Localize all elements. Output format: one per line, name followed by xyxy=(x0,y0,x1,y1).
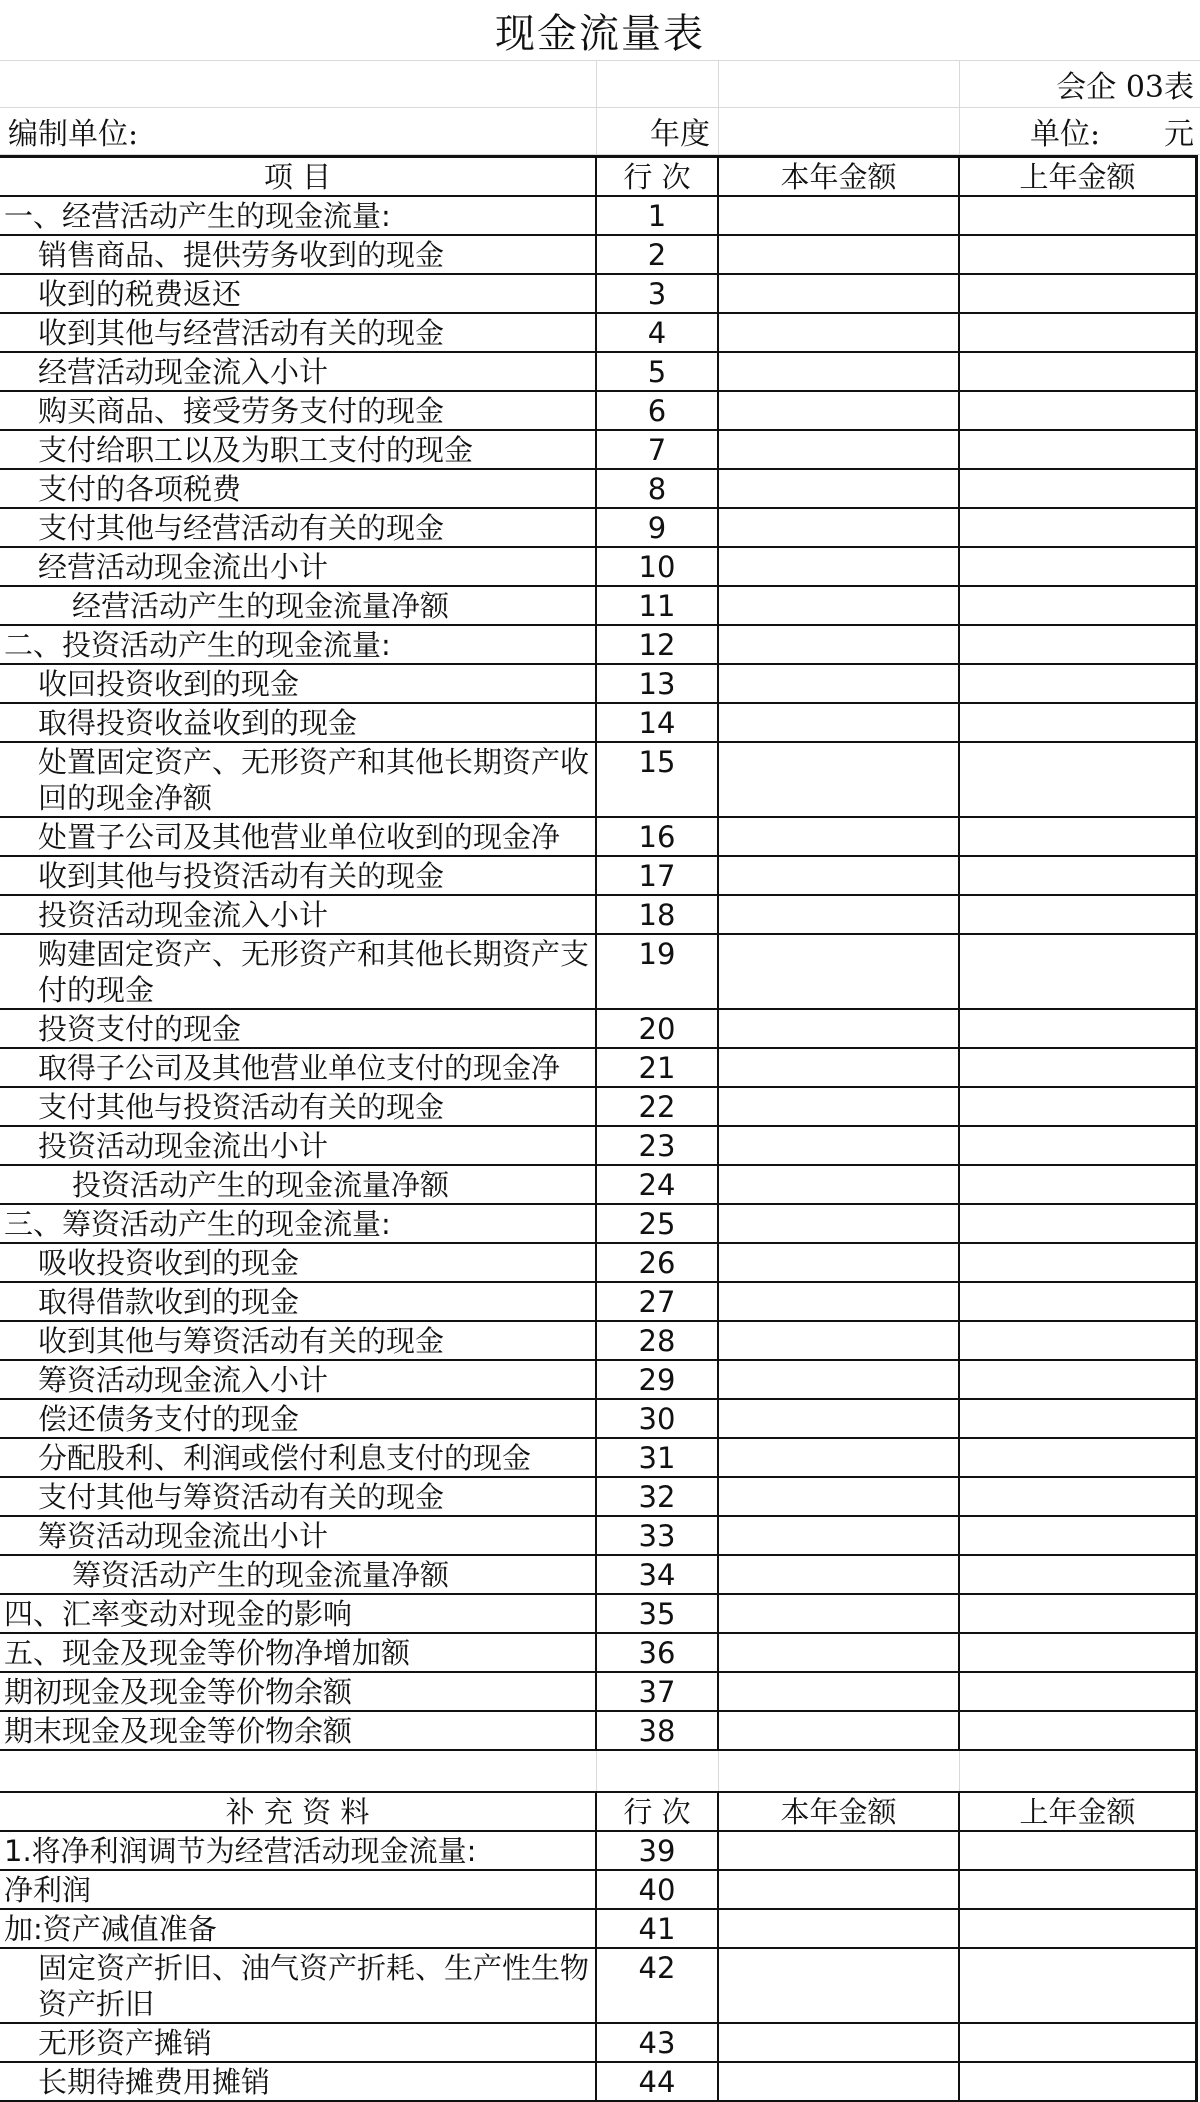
row-line-number: 29 xyxy=(597,1361,719,1398)
prior-year-amount-cell[interactable] xyxy=(960,1049,1198,1086)
row-item-label: 支付给职工以及为职工支付的现金 xyxy=(0,431,597,468)
row-line-number: 28 xyxy=(597,1322,719,1359)
prior-year-amount-cell[interactable] xyxy=(960,1556,1198,1593)
prior-year-amount-cell[interactable] xyxy=(960,1910,1198,1947)
prior-year-amount-cell[interactable] xyxy=(960,857,1198,894)
current-year-amount-cell[interactable] xyxy=(719,1832,960,1869)
current-year-amount-cell[interactable] xyxy=(719,509,960,546)
current-year-amount-cell[interactable] xyxy=(719,818,960,855)
prior-year-amount-cell[interactable] xyxy=(960,1949,1198,2022)
table-row xyxy=(0,1166,1198,1205)
table-row xyxy=(0,236,1198,275)
current-year-amount-cell[interactable] xyxy=(719,1439,960,1476)
unit-label: 单位: xyxy=(1030,117,1101,152)
row-item-label: 期末现金及现金等价物余额 xyxy=(0,1712,597,1749)
prior-year-amount-cell[interactable] xyxy=(960,896,1198,933)
header-line: 行 次 xyxy=(597,158,719,195)
row-line-number: 20 xyxy=(597,1010,719,1047)
row-line-number: 18 xyxy=(597,896,719,933)
current-year-amount-cell[interactable] xyxy=(719,1478,960,1515)
header-item: 项 目 xyxy=(0,158,597,195)
prior-year-amount-cell[interactable] xyxy=(960,626,1198,663)
row-item-label: 支付其他与投资活动有关的现金 xyxy=(0,1088,597,1125)
row-line-number: 11 xyxy=(597,587,719,624)
current-year-amount-cell[interactable] xyxy=(719,896,960,933)
row-item-label: 收到其他与筹资活动有关的现金 xyxy=(0,1322,597,1359)
prior-year-amount-cell[interactable] xyxy=(960,1712,1198,1749)
prior-year-amount-cell[interactable] xyxy=(960,1634,1198,1671)
table-row xyxy=(0,1595,1198,1634)
current-year-amount-cell[interactable] xyxy=(719,1634,960,1671)
row-line-number: 8 xyxy=(597,470,719,507)
prior-year-amount-cell[interactable] xyxy=(960,935,1198,1008)
meta-cell[interactable] xyxy=(597,61,719,107)
table-row xyxy=(0,1517,1198,1556)
table-row xyxy=(0,1634,1198,1673)
table-row xyxy=(0,1910,1198,1949)
prior-year-amount-cell[interactable] xyxy=(960,1832,1198,1869)
current-year-amount-cell[interactable] xyxy=(719,626,960,663)
current-year-amount-cell[interactable] xyxy=(719,1166,960,1203)
table-row xyxy=(0,587,1198,626)
row-line-number: 1 xyxy=(597,197,719,234)
meta-cell[interactable] xyxy=(719,61,960,107)
prior-year-amount-cell[interactable] xyxy=(960,1361,1198,1398)
row-line-number: 2 xyxy=(597,236,719,273)
prior-year-amount-cell[interactable] xyxy=(960,1205,1198,1242)
supplement-header-item: 补 充 资 料 xyxy=(0,1793,597,1830)
row-item-label: 投资支付的现金 xyxy=(0,1010,597,1047)
table-row xyxy=(0,935,1198,1010)
prior-year-amount-cell[interactable] xyxy=(960,236,1198,273)
table-row xyxy=(0,431,1198,470)
prior-year-amount-cell[interactable] xyxy=(960,470,1198,507)
row-item-label: 偿还债务支付的现金 xyxy=(0,1400,597,1437)
current-year-amount-cell[interactable] xyxy=(719,2024,960,2061)
table-row xyxy=(0,857,1198,896)
current-year-amount-cell[interactable] xyxy=(719,1595,960,1632)
table-row xyxy=(0,704,1198,743)
prior-year-amount-cell[interactable] xyxy=(960,2024,1198,2061)
row-line-number: 36 xyxy=(597,1634,719,1671)
prior-year-amount-cell[interactable] xyxy=(960,665,1198,702)
row-item-label: 购建固定资产、无形资产和其他长期资产支付的现金 xyxy=(0,935,597,1008)
row-item-label: 筹资活动现金流入小计 xyxy=(0,1361,597,1398)
row-item-label: 取得投资收益收到的现金 xyxy=(0,704,597,741)
row-item-label: 分配股利、利润或偿付利息支付的现金 xyxy=(0,1439,597,1476)
row-item-label: 支付其他与经营活动有关的现金 xyxy=(0,509,597,546)
row-line-number: 41 xyxy=(597,1910,719,1947)
unit-cell xyxy=(960,108,1200,154)
table-row xyxy=(0,818,1198,857)
row-item-label: 五、现金及现金等价物净增加额 xyxy=(0,1634,597,1671)
row-item-label: 期初现金及现金等价物余额 xyxy=(0,1673,597,1710)
row-line-number: 32 xyxy=(597,1478,719,1515)
table-row xyxy=(0,509,1198,548)
row-line-number: 7 xyxy=(597,431,719,468)
row-line-number: 9 xyxy=(597,509,719,546)
current-year-amount-cell[interactable] xyxy=(719,2063,960,2100)
prior-year-amount-cell[interactable] xyxy=(960,1439,1198,1476)
current-year-amount-cell[interactable] xyxy=(719,197,960,234)
current-year-amount-cell[interactable] xyxy=(719,470,960,507)
statement-title: 现金流量表 xyxy=(0,0,1200,61)
prior-year-amount-cell[interactable] xyxy=(960,314,1198,351)
prior-year-amount-cell[interactable] xyxy=(960,1322,1198,1359)
prior-year-amount-cell[interactable] xyxy=(960,1871,1198,1908)
current-year-amount-cell[interactable] xyxy=(719,1517,960,1554)
current-year-amount-cell[interactable] xyxy=(719,935,960,1008)
table-row xyxy=(0,1832,1198,1871)
row-item-label: 净利润 xyxy=(0,1871,597,1908)
row-line-number: 43 xyxy=(597,2024,719,2061)
current-year-amount-cell[interactable] xyxy=(719,236,960,273)
current-year-amount-cell[interactable] xyxy=(719,1049,960,1086)
prior-year-amount-cell[interactable] xyxy=(960,1244,1198,1281)
row-item-label: 经营活动现金流入小计 xyxy=(0,353,597,390)
table-row xyxy=(0,1712,1198,1751)
table-row xyxy=(0,1010,1198,1049)
form-code: 会企 03表 xyxy=(1056,70,1194,105)
supplement-header-current-year: 本年金额 xyxy=(719,1793,960,1830)
row-line-number: 25 xyxy=(597,1205,719,1242)
row-line-number: 17 xyxy=(597,857,719,894)
row-line-number: 37 xyxy=(597,1673,719,1710)
meta-cell[interactable] xyxy=(719,108,960,154)
current-year-amount-cell[interactable] xyxy=(719,1088,960,1125)
prior-year-amount-cell[interactable] xyxy=(960,392,1198,429)
main-rows xyxy=(0,197,1198,1751)
prior-year-amount-cell[interactable] xyxy=(960,509,1198,546)
current-year-amount-cell[interactable] xyxy=(719,743,960,816)
main-table xyxy=(0,155,1198,2102)
current-year-amount-cell[interactable] xyxy=(719,392,960,429)
row-line-number: 35 xyxy=(597,1595,719,1632)
row-item-label: 支付的各项税费 xyxy=(0,470,597,507)
prior-year-amount-cell[interactable] xyxy=(960,1517,1198,1554)
row-item-label: 投资活动产生的现金流量净额 xyxy=(0,1166,597,1203)
current-year-amount-cell[interactable] xyxy=(719,275,960,312)
table-row xyxy=(0,1400,1198,1439)
prior-year-amount-cell[interactable] xyxy=(960,587,1198,624)
unit-value: 元 xyxy=(1164,117,1194,152)
prior-year-amount-cell[interactable] xyxy=(960,275,1198,312)
table-row xyxy=(0,1127,1198,1166)
table-row xyxy=(0,1244,1198,1283)
row-line-number: 22 xyxy=(597,1088,719,1125)
prior-year-amount-cell[interactable] xyxy=(960,197,1198,234)
table-row xyxy=(0,1478,1198,1517)
table-row xyxy=(0,2024,1198,2063)
row-item-label: 筹资活动现金流出小计 xyxy=(0,1517,597,1554)
row-line-number: 23 xyxy=(597,1127,719,1164)
row-item-label: 收到的税费返还 xyxy=(0,275,597,312)
current-year-amount-cell[interactable] xyxy=(719,1010,960,1047)
preparer-row xyxy=(0,108,1200,155)
prior-year-amount-cell[interactable] xyxy=(960,1478,1198,1515)
preparer-label: 编制单位: xyxy=(0,108,597,154)
row-line-number: 4 xyxy=(597,314,719,351)
current-year-amount-cell[interactable] xyxy=(719,1673,960,1710)
table-row xyxy=(0,1949,1198,2024)
prior-year-amount-cell[interactable] xyxy=(960,743,1198,816)
current-year-amount-cell[interactable] xyxy=(719,1712,960,1749)
row-item-label: 三、筹资活动产生的现金流量: xyxy=(0,1205,597,1242)
prior-year-amount-cell[interactable] xyxy=(960,1400,1198,1437)
current-year-amount-cell[interactable] xyxy=(719,1322,960,1359)
form-code-row xyxy=(0,61,1200,108)
spacer-cell xyxy=(960,1751,1198,1791)
table-row xyxy=(0,1871,1198,1910)
row-line-number: 24 xyxy=(597,1166,719,1203)
current-year-amount-cell[interactable] xyxy=(719,1400,960,1437)
table-row xyxy=(0,275,1198,314)
table-row xyxy=(0,1556,1198,1595)
prior-year-amount-cell[interactable] xyxy=(960,353,1198,390)
row-item-label: 固定资产折旧、油气资产折耗、生产性生物资产折旧 xyxy=(0,1949,597,2022)
table-row xyxy=(0,1673,1198,1712)
current-year-amount-cell[interactable] xyxy=(719,1871,960,1908)
supplement-header-prior-year: 上年金额 xyxy=(960,1793,1198,1830)
row-line-number: 34 xyxy=(597,1556,719,1593)
table-row xyxy=(0,1439,1198,1478)
row-item-label: 经营活动现金流出小计 xyxy=(0,548,597,585)
table-row xyxy=(0,314,1198,353)
row-item-label: 销售商品、提供劳务收到的现金 xyxy=(0,236,597,273)
row-line-number: 15 xyxy=(597,743,719,816)
row-item-label: 投资活动现金流入小计 xyxy=(0,896,597,933)
supplement-header-row xyxy=(0,1793,1198,1832)
current-year-amount-cell[interactable] xyxy=(719,704,960,741)
current-year-amount-cell[interactable] xyxy=(719,1556,960,1593)
spacer-row xyxy=(0,1751,1198,1793)
current-year-amount-cell[interactable] xyxy=(719,353,960,390)
prior-year-amount-cell[interactable] xyxy=(960,1673,1198,1710)
row-item-label: 取得子公司及其他营业单位支付的现金净 xyxy=(0,1049,597,1086)
current-year-amount-cell[interactable] xyxy=(719,857,960,894)
prior-year-amount-cell[interactable] xyxy=(960,1166,1198,1203)
row-line-number: 6 xyxy=(597,392,719,429)
row-item-label: 加:资产减值准备 xyxy=(0,1910,597,1947)
table-row xyxy=(0,1088,1198,1127)
row-item-label: 1.将净利润调节为经营活动现金流量: xyxy=(0,1832,597,1869)
table-row xyxy=(0,1283,1198,1322)
row-item-label: 收到其他与投资活动有关的现金 xyxy=(0,857,597,894)
current-year-amount-cell[interactable] xyxy=(719,1910,960,1947)
row-item-label: 处置固定资产、无形资产和其他长期资产收回的现金净额 xyxy=(0,743,597,816)
table-row xyxy=(0,548,1198,587)
supplement-rows xyxy=(0,1832,1198,2102)
row-item-label: 经营活动产生的现金流量净额 xyxy=(0,587,597,624)
supplement-header-line: 行 次 xyxy=(597,1793,719,1830)
row-line-number: 16 xyxy=(597,818,719,855)
table-header-row xyxy=(0,158,1198,197)
row-line-number: 40 xyxy=(597,1871,719,1908)
table-row xyxy=(0,626,1198,665)
table-row xyxy=(0,470,1198,509)
year-label: 年度 xyxy=(597,108,719,154)
row-line-number: 19 xyxy=(597,935,719,1008)
row-item-label: 收回投资收到的现金 xyxy=(0,665,597,702)
current-year-amount-cell[interactable] xyxy=(719,431,960,468)
table-row xyxy=(0,743,1198,818)
header-prior-year: 上年金额 xyxy=(960,158,1198,195)
row-line-number: 13 xyxy=(597,665,719,702)
prior-year-amount-cell[interactable] xyxy=(960,431,1198,468)
row-item-label: 投资活动现金流出小计 xyxy=(0,1127,597,1164)
row-item-label: 吸收投资收到的现金 xyxy=(0,1244,597,1281)
row-line-number: 33 xyxy=(597,1517,719,1554)
header-current-year: 本年金额 xyxy=(719,158,960,195)
row-line-number: 44 xyxy=(597,2063,719,2100)
row-line-number: 3 xyxy=(597,275,719,312)
prior-year-amount-cell[interactable] xyxy=(960,548,1198,585)
table-row xyxy=(0,197,1198,236)
row-item-label: 一、经营活动产生的现金流量: xyxy=(0,197,597,234)
row-line-number: 10 xyxy=(597,548,719,585)
table-row xyxy=(0,1361,1198,1400)
row-line-number: 38 xyxy=(597,1712,719,1749)
row-item-label: 无形资产摊销 xyxy=(0,2024,597,2061)
row-item-label: 购买商品、接受劳务支付的现金 xyxy=(0,392,597,429)
table-row xyxy=(0,1049,1198,1088)
current-year-amount-cell[interactable] xyxy=(719,1283,960,1320)
row-line-number: 39 xyxy=(597,1832,719,1869)
current-year-amount-cell[interactable] xyxy=(719,1127,960,1164)
row-line-number: 27 xyxy=(597,1283,719,1320)
table-row xyxy=(0,392,1198,431)
row-line-number: 30 xyxy=(597,1400,719,1437)
row-item-label: 四、汇率变动对现金的影响 xyxy=(0,1595,597,1632)
row-line-number: 12 xyxy=(597,626,719,663)
current-year-amount-cell[interactable] xyxy=(719,665,960,702)
meta-cell[interactable] xyxy=(0,61,597,107)
prior-year-amount-cell[interactable] xyxy=(960,818,1198,855)
spacer-cell xyxy=(719,1751,960,1791)
spacer-cell xyxy=(597,1751,719,1791)
table-row xyxy=(0,2063,1198,2102)
prior-year-amount-cell[interactable] xyxy=(960,2063,1198,2100)
prior-year-amount-cell[interactable] xyxy=(960,1283,1198,1320)
current-year-amount-cell[interactable] xyxy=(719,587,960,624)
table-row xyxy=(0,896,1198,935)
spacer-cell xyxy=(0,1751,597,1791)
row-line-number: 14 xyxy=(597,704,719,741)
prior-year-amount-cell[interactable] xyxy=(960,1088,1198,1125)
row-item-label: 收到其他与经营活动有关的现金 xyxy=(0,314,597,351)
current-year-amount-cell[interactable] xyxy=(719,1244,960,1281)
current-year-amount-cell[interactable] xyxy=(719,1949,960,2022)
row-item-label: 长期待摊费用摊销 xyxy=(0,2063,597,2100)
row-line-number: 42 xyxy=(597,1949,719,2022)
table-row xyxy=(0,1205,1198,1244)
row-item-label: 支付其他与筹资活动有关的现金 xyxy=(0,1478,597,1515)
row-item-label: 二、投资活动产生的现金流量: xyxy=(0,626,597,663)
table-row xyxy=(0,1322,1198,1361)
table-row xyxy=(0,353,1198,392)
row-item-label: 筹资活动产生的现金流量净额 xyxy=(0,1556,597,1593)
prior-year-amount-cell[interactable] xyxy=(960,1010,1198,1047)
row-item-label: 取得借款收到的现金 xyxy=(0,1283,597,1320)
prior-year-amount-cell[interactable] xyxy=(960,1127,1198,1164)
row-line-number: 21 xyxy=(597,1049,719,1086)
current-year-amount-cell[interactable] xyxy=(719,1205,960,1242)
current-year-amount-cell[interactable] xyxy=(719,548,960,585)
row-line-number: 26 xyxy=(597,1244,719,1281)
current-year-amount-cell[interactable] xyxy=(719,1361,960,1398)
current-year-amount-cell[interactable] xyxy=(719,314,960,351)
row-line-number: 31 xyxy=(597,1439,719,1476)
prior-year-amount-cell[interactable] xyxy=(960,1595,1198,1632)
table-row xyxy=(0,665,1198,704)
prior-year-amount-cell[interactable] xyxy=(960,704,1198,741)
row-item-label: 处置子公司及其他营业单位收到的现金净 xyxy=(0,818,597,855)
row-line-number: 5 xyxy=(597,353,719,390)
